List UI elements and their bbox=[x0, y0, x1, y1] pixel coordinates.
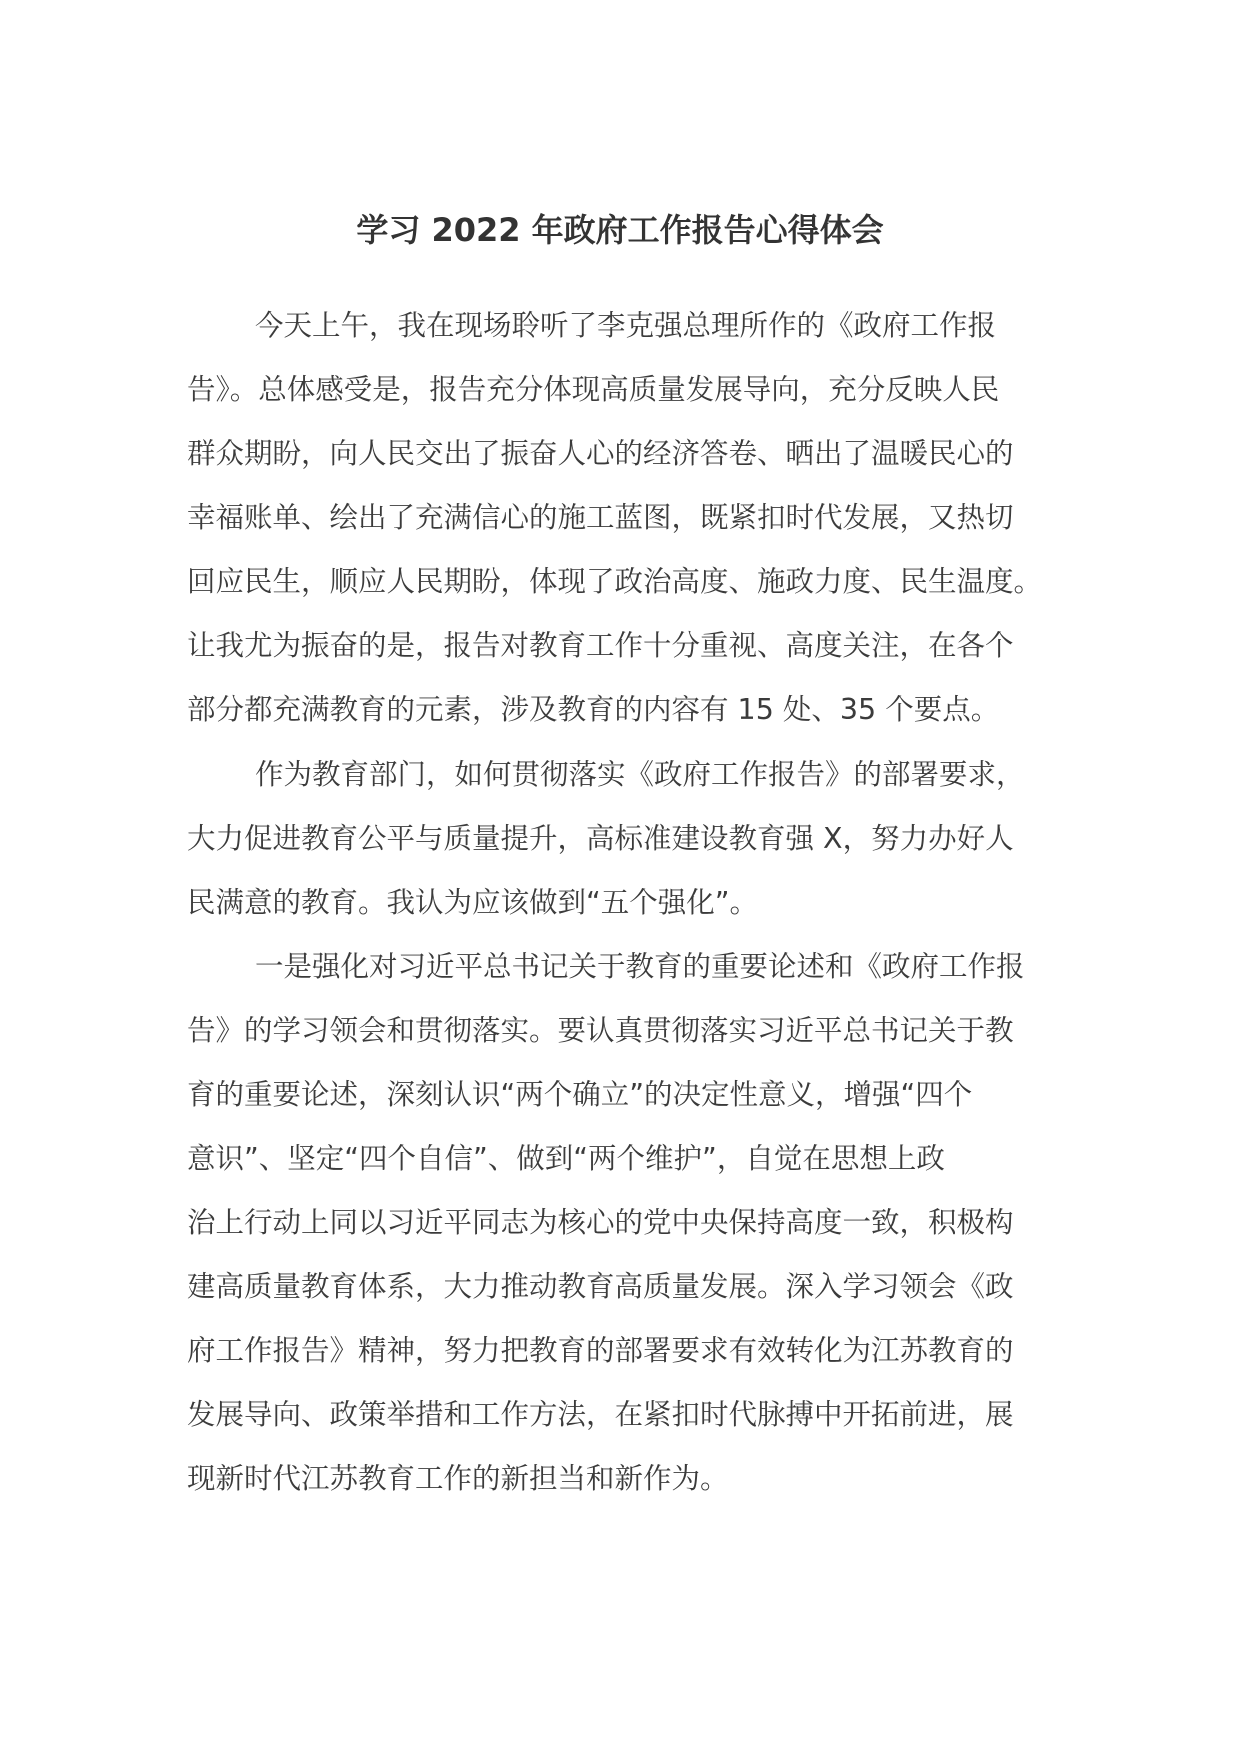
paragraph-3-line-3: 育的重要论述，深刻认识“两个确立”的决定性意义，增强“四个 bbox=[187, 1078, 973, 1111]
paragraph-1-line-3: 群众期盼，向人民交出了振奋人心的经济答卷、晒出了温暖民心的 bbox=[187, 437, 1014, 470]
document-title: 学习 2022 年政府工作报告心得体会 bbox=[356, 211, 884, 249]
paragraph-3-line-8: 发展导向、政策举措和工作方法，在紧扣时代脉搏中开拓前进，展 bbox=[187, 1398, 1014, 1431]
paragraph-1-line-2: 告》。总体感受是，报告充分体现高质量发展导向，充分反映人民 bbox=[187, 373, 1000, 406]
paragraph-3-line-2: 告》的学习领会和贯彻落实。要认真贯彻落实习近平总书记关于教 bbox=[187, 1014, 1014, 1047]
paragraph-2-line-3: 民满意的教育。我认为应该做到“五个强化”。 bbox=[187, 886, 759, 919]
paragraph-1-line-7: 部分都充满教育的元素，涉及教育的内容有 15 处、35 个要点。 bbox=[187, 693, 1000, 726]
paragraph-3-line-7: 府工作报告》精神，努力把教育的部署要求有效转化为江苏教育的 bbox=[187, 1334, 1014, 1367]
paragraph-3-line-5: 治上行动上同以习近平同志为核心的党中央保持高度一致，积极构 bbox=[187, 1206, 1014, 1239]
paragraph-2-line-1: 作为教育部门，如何贯彻落实《政府工作报告》的部署要求， bbox=[255, 758, 1025, 791]
paragraph-1-line-5: 回应民生，顺应人民期盼，体现了政治高度、施政力度、民生温度。 bbox=[187, 565, 1043, 598]
paragraph-1-line-1: 今天上午，我在现场聆听了李克强总理所作的《政府工作报 bbox=[255, 309, 997, 342]
paragraph-1-line-4: 幸福账单、绘出了充满信心的施工蓝图，既紧扣时代发展，又热切 bbox=[187, 501, 1014, 534]
paragraph-3-line-9: 现新时代江苏教育工作的新担当和新作为。 bbox=[187, 1462, 729, 1495]
paragraph-3-line-6: 建高质量教育体系，大力推动教育高质量发展。深入学习领会《政 bbox=[187, 1270, 1014, 1303]
paragraph-2-line-2: 大力促进教育公平与质量提升，高标准建设教育强 X，努力办好人 bbox=[187, 822, 1014, 855]
paragraph-3-line-1: 一是强化对习近平总书记关于教育的重要论述和《政府工作报 bbox=[255, 950, 1025, 983]
paragraph-3-line-4: 意识”、坚定“四个自信”、做到“两个维护”，自觉在思想上政 bbox=[187, 1142, 945, 1175]
paragraph-1-line-6: 让我尤为振奋的是，报告对教育工作十分重视、高度关注，在各个 bbox=[187, 629, 1014, 662]
